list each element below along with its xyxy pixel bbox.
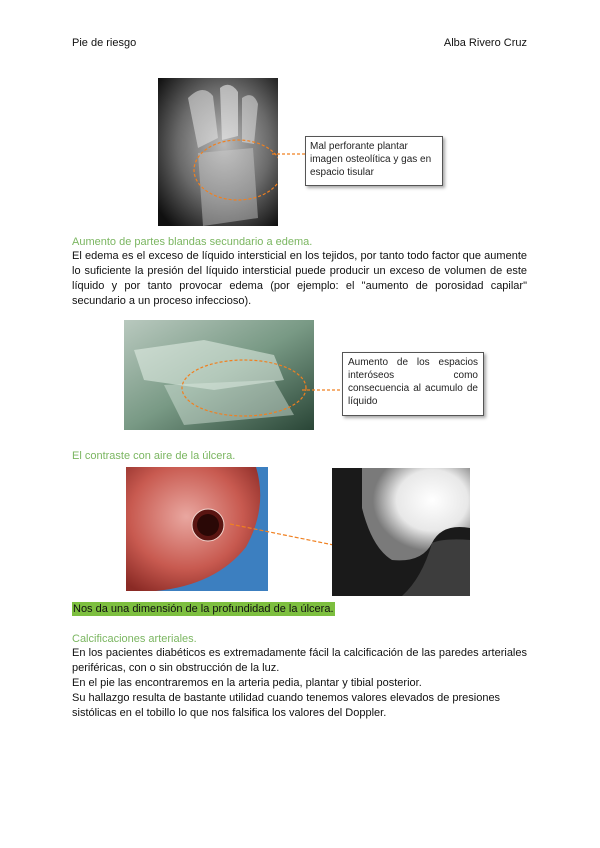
header-right: Alba Rivero Cruz [443, 37, 527, 49]
xray-ulcer-air [332, 468, 470, 596]
paragraph-edema [72, 249, 527, 309]
heading-air-contrast: El contraste con aire de la úlcera. [72, 450, 236, 462]
xray-image-1 [158, 78, 278, 226]
heading-edema: Aumento de partes blandas secundario a edema. [72, 236, 313, 248]
callout-arrow-2 [300, 380, 345, 400]
figure-xray-foot-1 [158, 78, 278, 226]
calcifications-line-3: Su hallazgo resulta de bastante utilidad cuando tenemos valores elevados de presiones sistólicas en el tobillo lo que nos falsifica los valores del Doppler. [72, 692, 501, 719]
callout-text-2: Aumento de los espacios interóseos como consecuencia al acumulo de líquido [348, 357, 478, 407]
highlight-ulcer-depth: Nos da una dimensión de la profundidad de la úlcera. [73, 603, 334, 615]
xray-image-3 [332, 468, 470, 596]
heading-calcifications: Calcificaciones arteriales. [72, 633, 197, 645]
calcifications-line-2: En el pie las encontraremos en la arteria pedia, plantar y tibial posterior. [72, 677, 422, 689]
paragraph-edema-text: El edema es el exceso de líquido intersticial en los tejidos, por tanto todo factor que aumente lo suficiente la presión del líquido intersticial puede producir un exceso de volumen de este líquido y por tanto provocar edema (por ejemplo: el "aumento de porosidad capilar" secundario a un proceso infeccioso). [72, 250, 527, 307]
xray-image-2 [124, 320, 314, 430]
header-left: Pie de riesgo [72, 37, 137, 49]
callout-text-1: Mal perforante plantar imagen osteolítica y gas en espacio tisular [310, 141, 432, 178]
figure-xray-foot-2 [124, 320, 314, 430]
paragraph-calcifications [72, 646, 527, 721]
callout-box-2 [342, 352, 484, 416]
callout-box-1 [305, 136, 443, 186]
callout-arrow-1 [270, 140, 310, 170]
calcifications-line-1: En los pacientes diabéticos es extremadamente fácil la calcificación de las paredes arteriales periféricas, con o sin obstrucción de la luz. [72, 647, 527, 674]
